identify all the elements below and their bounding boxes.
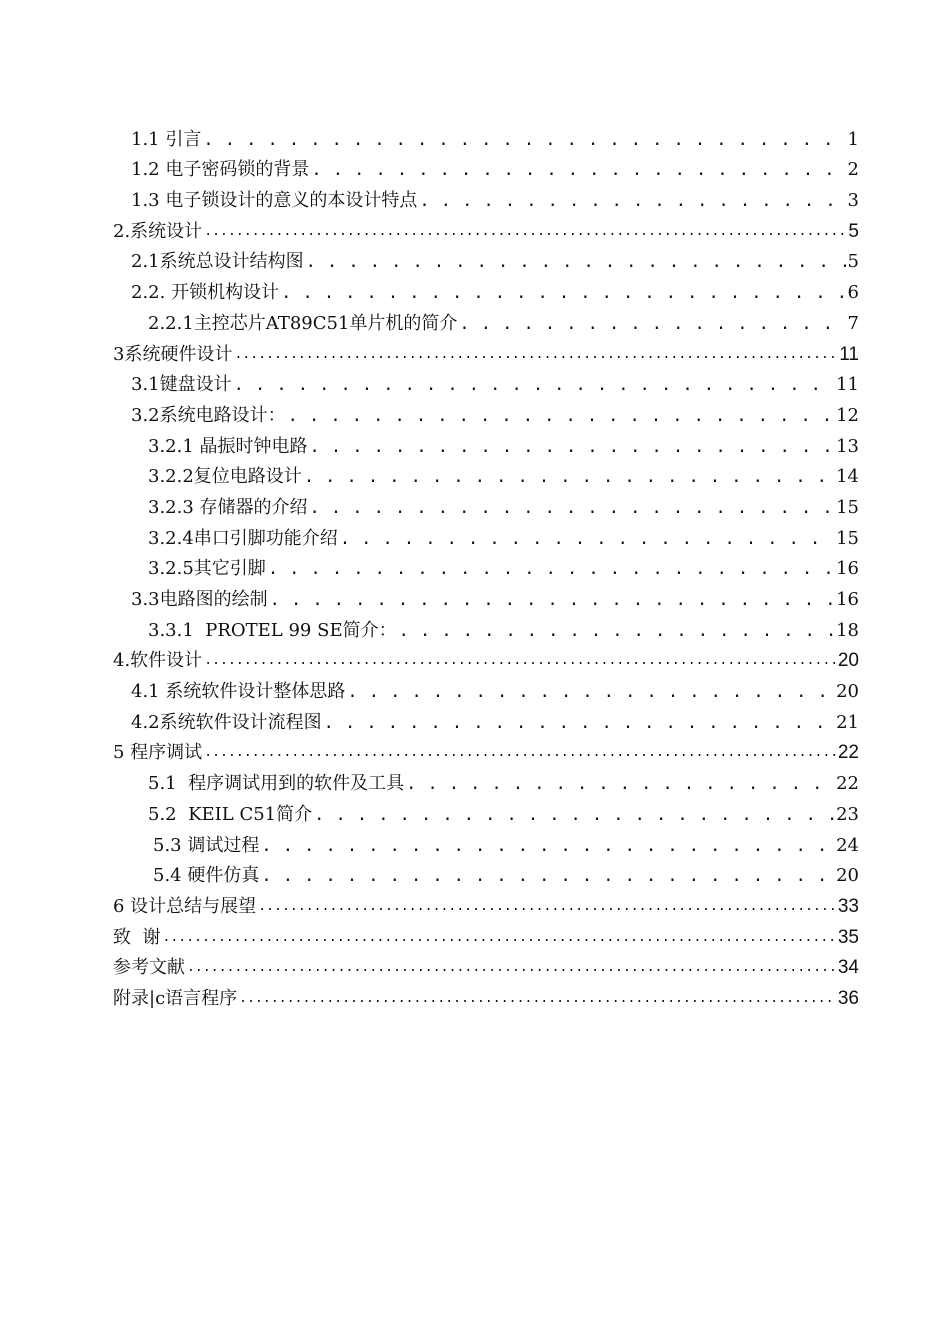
toc-leader-dots — [288, 404, 834, 428]
toc-entry-title: 4.软件设计 — [113, 650, 203, 672]
toc-entry — [113, 213, 859, 244]
toc-leader-dots — [162, 924, 835, 950]
toc-entry — [113, 551, 859, 582]
toc-entry — [113, 827, 859, 858]
toc-leader-dots — [204, 218, 846, 244]
toc-entry-page-number: 22 — [837, 742, 859, 764]
toc-entry-title: 致 谢 — [113, 926, 161, 948]
toc-entry-title: 3.1键盘设计 — [131, 374, 232, 396]
toc-entry — [113, 428, 859, 459]
toc-leader-dots — [203, 128, 845, 152]
toc-entry-page-number: 20 — [837, 650, 859, 672]
toc-leader-dots — [261, 834, 834, 858]
toc-entry-page-number: 20 — [836, 681, 859, 703]
toc-leader-dots — [261, 864, 834, 888]
toc-entry-page-number: 35 — [837, 926, 859, 948]
toc-leader-dots — [258, 893, 836, 919]
toc-leader-dots — [459, 312, 845, 336]
toc-entry-title: 附录|c语言程序 — [113, 987, 238, 1009]
toc-entry — [113, 980, 859, 1011]
toc-leader-dots — [281, 281, 845, 305]
toc-leader-dots — [306, 250, 846, 274]
toc-entry-title: 3.2.4串口引脚功能介绍 — [148, 527, 338, 549]
toc-entry-page-number: 21 — [836, 711, 859, 733]
toc-entry — [113, 581, 859, 612]
toc-entry-page-number: 18 — [836, 619, 859, 641]
toc-entry — [113, 735, 859, 766]
toc-leader-dots — [340, 527, 834, 551]
toc-entry-title: 2.2. 开锁机构设计 — [131, 282, 280, 304]
toc-entry-title: 3.3.1 PROTEL 99 SE简介： — [148, 619, 397, 641]
toc-entry-page-number: 13 — [836, 435, 859, 457]
toc-entry-page-number: 15 — [836, 496, 859, 518]
toc-entry-page-number: 1 — [847, 128, 859, 150]
toc-entry-page-number: 20 — [836, 865, 859, 887]
toc-entry-page-number: 11 — [839, 343, 859, 365]
toc-leader-dots — [310, 435, 835, 459]
toc-leader-dots — [204, 647, 836, 673]
toc-entry-page-number: 22 — [836, 773, 859, 795]
toc-leader-dots — [399, 619, 835, 643]
toc-entry — [113, 765, 859, 796]
toc-leader-dots — [204, 739, 836, 765]
toc-entry — [113, 673, 859, 704]
toc-leader-dots — [234, 341, 837, 367]
toc-entry-page-number: 3 — [847, 190, 859, 212]
toc-entry-title: 3.2.2复位电路设计 — [148, 466, 302, 488]
toc-entry-page-number: 15 — [836, 527, 859, 549]
toc-entry-title: 3.3电路图的绘制 — [131, 589, 268, 610]
toc-entry-title: 1.2 电子密码锁的背景 — [131, 159, 310, 181]
toc-entry-title: 5.1 程序调试用到的软件及工具 — [148, 773, 405, 795]
toc-entry — [113, 520, 859, 551]
toc-entry — [113, 919, 859, 950]
toc-entry-page-number: 5 — [848, 220, 859, 242]
toc-entry-page-number: 16 — [836, 558, 859, 580]
toc-entry — [113, 459, 859, 490]
toc-entry-page-number: 16 — [836, 589, 859, 610]
toc-entry-title: 2.2.1主控芯片AT89C51单片机的简介 — [148, 312, 458, 334]
toc-entry-page-number: 36 — [837, 987, 859, 1009]
toc-entry — [113, 950, 859, 981]
toc-entry-title: 5.3 调试过程 — [153, 834, 260, 856]
toc-entry — [113, 121, 859, 152]
toc-leader-dots — [311, 158, 845, 182]
toc-entry-page-number: 7 — [847, 312, 859, 334]
toc-entry-page-number: 6 — [847, 282, 859, 304]
toc-leader-dots — [406, 772, 834, 796]
toc-entry — [113, 858, 859, 889]
toc-entry — [113, 704, 859, 735]
toc-leader-dots — [314, 803, 834, 827]
toc-entry — [113, 305, 859, 336]
toc-entry-title: 2.系统设计 — [113, 220, 203, 242]
toc-entry — [113, 152, 859, 183]
toc-entry-title: 5.4 硬件仿真 — [153, 865, 260, 887]
toc-entry — [113, 796, 859, 827]
toc-entry — [113, 182, 859, 213]
toc-entry-title: 4.1 系统软件设计整体思路 — [131, 681, 346, 703]
toc-entry-title: 5.2 KEIL C51简介 — [148, 803, 313, 825]
toc-leader-dots — [304, 465, 834, 489]
toc-entry-title: 3.2系统电路设计： — [131, 404, 286, 426]
toc-leader-dots — [268, 557, 834, 581]
toc-entry — [113, 489, 859, 520]
toc-entry-page-number: 2 — [847, 159, 859, 181]
toc-entry — [113, 367, 859, 398]
toc-entry-title: 1.3 电子锁设计的意义的本设计特点 — [131, 190, 418, 212]
toc-entry — [113, 612, 859, 643]
table-of-contents — [113, 121, 859, 1011]
toc-leader-dots — [347, 680, 834, 704]
toc-leader-dots — [187, 954, 836, 980]
toc-leader-dots — [310, 496, 835, 520]
toc-entry — [113, 397, 859, 428]
toc-entry-title: 2.1系统总设计结构图 — [131, 251, 304, 273]
toc-entry-title: 3.2.1 晶振时钟电路 — [148, 435, 308, 457]
toc-entry-title: 3.2.3 存储器的介绍 — [148, 496, 308, 518]
toc-entry-title: 3.2.5其它引脚 — [148, 558, 266, 580]
toc-entry-page-number: 14 — [836, 466, 859, 488]
toc-entry-title: 5 程序调试 — [113, 742, 203, 764]
toc-entry-title: 6 设计总结与展望 — [113, 895, 257, 917]
toc-entry-page-number: 5 — [847, 251, 859, 273]
toc-entry — [113, 244, 859, 275]
toc-entry-page-number: 34 — [837, 957, 859, 979]
toc-leader-dots — [419, 189, 845, 213]
toc-entry-title: 参考文献 — [113, 957, 185, 979]
toc-entry-page-number: 11 — [836, 374, 859, 396]
toc-leader-dots — [239, 985, 836, 1011]
toc-entry-title: 4.2系统软件设计流程图 — [131, 711, 322, 733]
toc-leader-dots — [234, 373, 834, 397]
toc-entry-page-number: 24 — [836, 834, 859, 856]
toc-entry-title: 1.1 引言 — [131, 128, 202, 150]
toc-entry-page-number: 23 — [836, 803, 859, 825]
toc-entry — [113, 274, 859, 305]
toc-leader-dots — [270, 588, 834, 612]
toc-entry-title: 3系统硬件设计 — [113, 343, 233, 365]
toc-leader-dots — [324, 711, 834, 735]
toc-entry-page-number: 33 — [837, 895, 859, 917]
toc-entry-page-number: 12 — [836, 404, 859, 426]
toc-entry — [113, 336, 859, 367]
toc-entry — [113, 888, 859, 919]
toc-entry — [113, 643, 859, 674]
